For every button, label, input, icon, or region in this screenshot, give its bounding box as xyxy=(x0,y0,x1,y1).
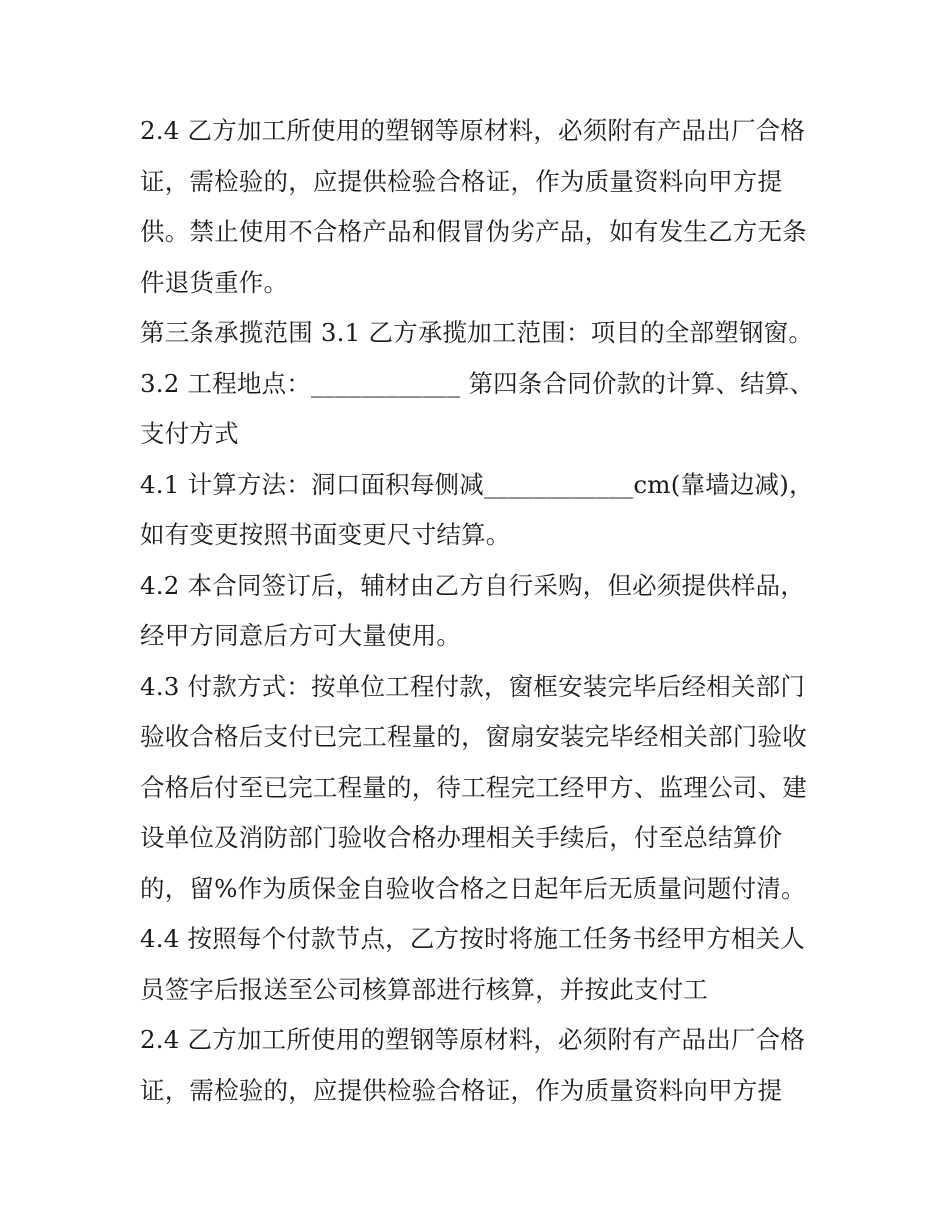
paragraph-4-1-calculation: 4.1 计算方法：洞口面积每侧减____________cm(靠墙边减)，如有变更按照书面变更尺寸结算。 xyxy=(140,469,814,549)
paragraph-2-4-repeated: 2.4 乙方加工所使用的塑钢等原材料，必须附有产品出厂合格证，需检验的，应提供检验合格证，作为质量资料向甲方提 xyxy=(140,1025,806,1105)
document-body xyxy=(140,106,815,1116)
paragraph-3-2-location: 3.2 工程地点：____________ 第四条合同价款的计算、结算、支付方式 xyxy=(140,368,815,448)
paragraph-4-3-payment: 4.3 付款方式：按单位工程付款，窗框安装完毕后经相关部门验收合格后支付已完工程量的，窗扇安装完毕经相关部门验收合格后付至已完工程量的，待工程完工经甲方、监理公司、建设单位及消防部门验收合格办理相关手续后，付至总结算价的，留%作为质保金自验收合格之日起年后无质量问题付清。 xyxy=(140,671,807,903)
paragraph-2-4-materials: 2.4 乙方加工所使用的塑钢等原材料，必须附有产品出厂合格证，需检验的，应提供检验合格证，作为质量资料向甲方提供。禁止使用不合格产品和假冒伪劣产品，如有发生乙方无条件退货重作。 xyxy=(140,116,807,297)
paragraph-4-4-payment-nodes: 4.4 按照每个付款节点，乙方按时将施工任务书经甲方相关人员签字后报送至公司核算部进行核算，并按此支付工 xyxy=(140,924,806,1004)
paragraph-article-3-scope: 第三条承揽范围 3.1 乙方承揽加工范围：项目的全部塑钢窗。 xyxy=(140,318,814,347)
paragraph-4-2-materials: 4.2 本合同签订后，辅材由乙方自行采购，但必须提供样品，经甲方同意后方可大量使用。 xyxy=(140,570,806,650)
